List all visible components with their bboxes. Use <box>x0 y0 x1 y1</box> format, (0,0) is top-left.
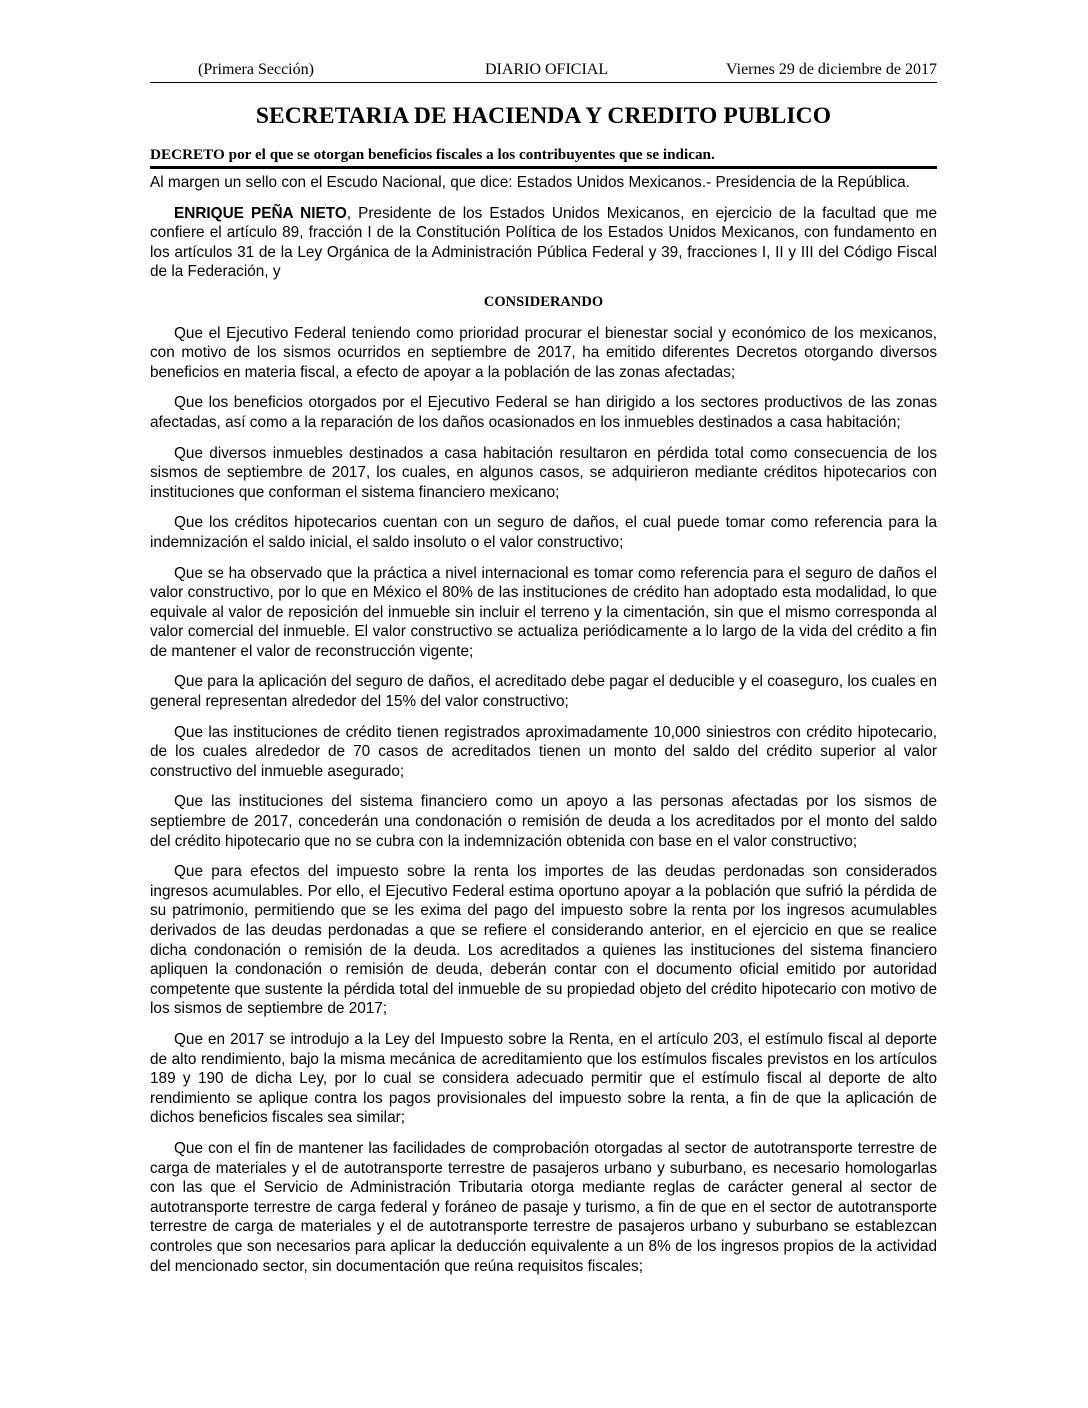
considerando-paragraph: Que diversos inmuebles destinados a casa habitación resultaron en pérdida total como consecuencia de los sismos de septiembre de 2017, los cuales, en algunos casos, se adquirieron mediante créditos hipotecarios con instituciones que conforman el sistema financiero mexicano; <box>150 444 937 501</box>
decree-title-bold: DECRETO <box>150 146 225 163</box>
document-page <box>150 58 937 1287</box>
president-name: ENRIQUE PEÑA NIETO <box>174 204 347 222</box>
header-section-label: (Primera Sección) <box>198 61 314 78</box>
intro-text: , Presidente de los Estados Unidos Mexicanos, en ejercicio de la facultad que me confiere el artículo 89, fracción I de la Constitución Política de los Estados Unidos Mexicanos, con fundamento en los artículos 31 de la Ley Orgánica de la Administración Pública Federal y 39, fracciones I, II y III del Código Fiscal de la Federación, y <box>150 204 937 281</box>
decree-title <box>150 146 937 169</box>
considerando-paragraph: Que el Ejecutivo Federal teniendo como prioridad procurar el bienestar social y económico de los mexicanos, con motivo de los sismos ocurridos en septiembre de 2017, ha emitido diferentes Decretos otorgando diversos beneficios en materia fiscal, a efecto de apoyar a la población de las zonas afectadas; <box>150 324 937 381</box>
section-title: SECRETARIA DE HACIENDA Y CREDITO PUBLICO <box>255 103 832 129</box>
considerando-paragraph: Que los créditos hipotecarios cuentan con un seguro de daños, el cual puede tomar como referencia para la indemnización el saldo inicial, el saldo insoluto o el valor constructivo; <box>150 514 937 551</box>
considerando-heading: CONSIDERANDO <box>483 293 604 310</box>
considerando-paragraph: Que en 2017 se introdujo a la Ley del Impuesto sobre la Renta, en el artículo 203, el estímulo fiscal al deporte de alto rendimiento, bajo la misma mecánica de acreditamiento que los estímulos fiscales previstos en los artículos 189 y 190 de dicha Ley, por lo cual se considera adecuado permitir que el estímulo fiscal al deporte de alto rendimiento se aplique contra los pagos provisionales del impuesto sobre la renta, a fin de que la aplicación de dichos beneficios fiscales sea similar; <box>150 1030 937 1127</box>
seal-paragraph: Al margen un sello con el Escudo Nacional, que dice: Estados Unidos Mexicanos.- Presidencia de la República. <box>150 174 910 191</box>
considerando-paragraph: Que para la aplicación del seguro de daños, el acreditado debe pagar el deducible y el coaseguro, los cuales en general representan alrededor del 15% del valor constructivo; <box>150 673 937 711</box>
decree-title-rest: por el que se otorgan beneficios fiscales a los contribuyentes que se indican. <box>224 146 715 163</box>
header-publication-name: DIARIO OFICIAL <box>485 61 609 78</box>
considerando-paragraph: Que los beneficios otorgados por el Ejecutivo Federal se han dirigido a los sectores productivos de las zonas afectadas, así como a la reparación de los daños ocasionados en los inmuebles destinados a casa habitación; <box>150 394 937 431</box>
considerando-paragraph: Que las instituciones del sistema financiero como un apoyo a las personas afectadas por los sismos de septiembre de 2017, concederán una condonación o remisión de deuda a los acreditados por el monto del saldo del crédito hipotecario que no se cubra con la indemnización obtenida con base en el valor constructivo; <box>150 793 937 850</box>
running-header <box>150 58 937 83</box>
considerando-paragraph: Que para efectos del impuesto sobre la renta los importes de las deudas perdonadas son considerados ingresos acumulables. Por ello, el Ejecutivo Federal estima oportuno apoyar a la población que sufrió la pérdida de su patrimonio, permitiendo que se les exima del pago del impuesto sobre la renta por los ingresos acumulables derivados de las deudas perdonadas a que se refiere el considerando anterior, en el ejercicio en que se realice dicha condonación o remisión de la deuda. Los acreditados a quienes las instituciones del sistema financiero apliquen la condonación o remisión de deuda, deberán contar con el documento oficial emitido por autoridad competente que sustente la pérdida total del inmueble de su propiedad objeto del crédito hipotecario con motivo de los sismos de septiembre de 2017; <box>150 863 937 1018</box>
considerando-paragraph: Que se ha observado que la práctica a nivel internacional es tomar como referencia para el seguro de daños el valor constructivo, por lo que en México el 80% de las instituciones de crédito han adoptado esta modalidad, lo que equivale al valor de reposición del inmueble sin incluir el terreno y la cimentación, sin que el mismo corresponda al valor comercial del inmueble. El valor constructivo se actualiza periódicamente a lo largo de la vida del crédito a fin de mantener el valor de reconstrucción vigente; <box>150 564 937 660</box>
considerando-paragraph: Que las instituciones de crédito tienen registrados aproximadamente 10,000 siniestros con crédito hipotecario, de los cuales alrededor de 70 casos de acreditados tienen un monto del saldo del crédito superior al valor constructivo del inmueble asegurado; <box>150 723 937 780</box>
document-body <box>150 173 937 1276</box>
intro-paragraph <box>150 204 937 282</box>
header-date: Viernes 29 de diciembre de 2017 <box>726 61 937 78</box>
considerando-paragraph: Que con el fin de mantener las facilidades de comprobación otorgadas al sector de autotransporte terrestre de carga de materiales y el de autotransporte terrestre de pasajeros urbano y suburbano, es necesario homologarlas con las que el Servicio de Administración Tributaria otorga mediante reglas de carácter general al sector de autotransporte terrestre de carga federal y foráneo de pasaje y turismo, a fin de que en el sector de autotransporte terrestre de carga de materiales y el de autotransporte terrestre de pasajeros urbano y suburbano se establezcan controles que son necesarios para aplicar la deducción equivalente a un 8% de los ingresos propios de la actividad del mencionado sector, sin documentación que reúna requisitos fiscales; <box>150 1139 937 1275</box>
